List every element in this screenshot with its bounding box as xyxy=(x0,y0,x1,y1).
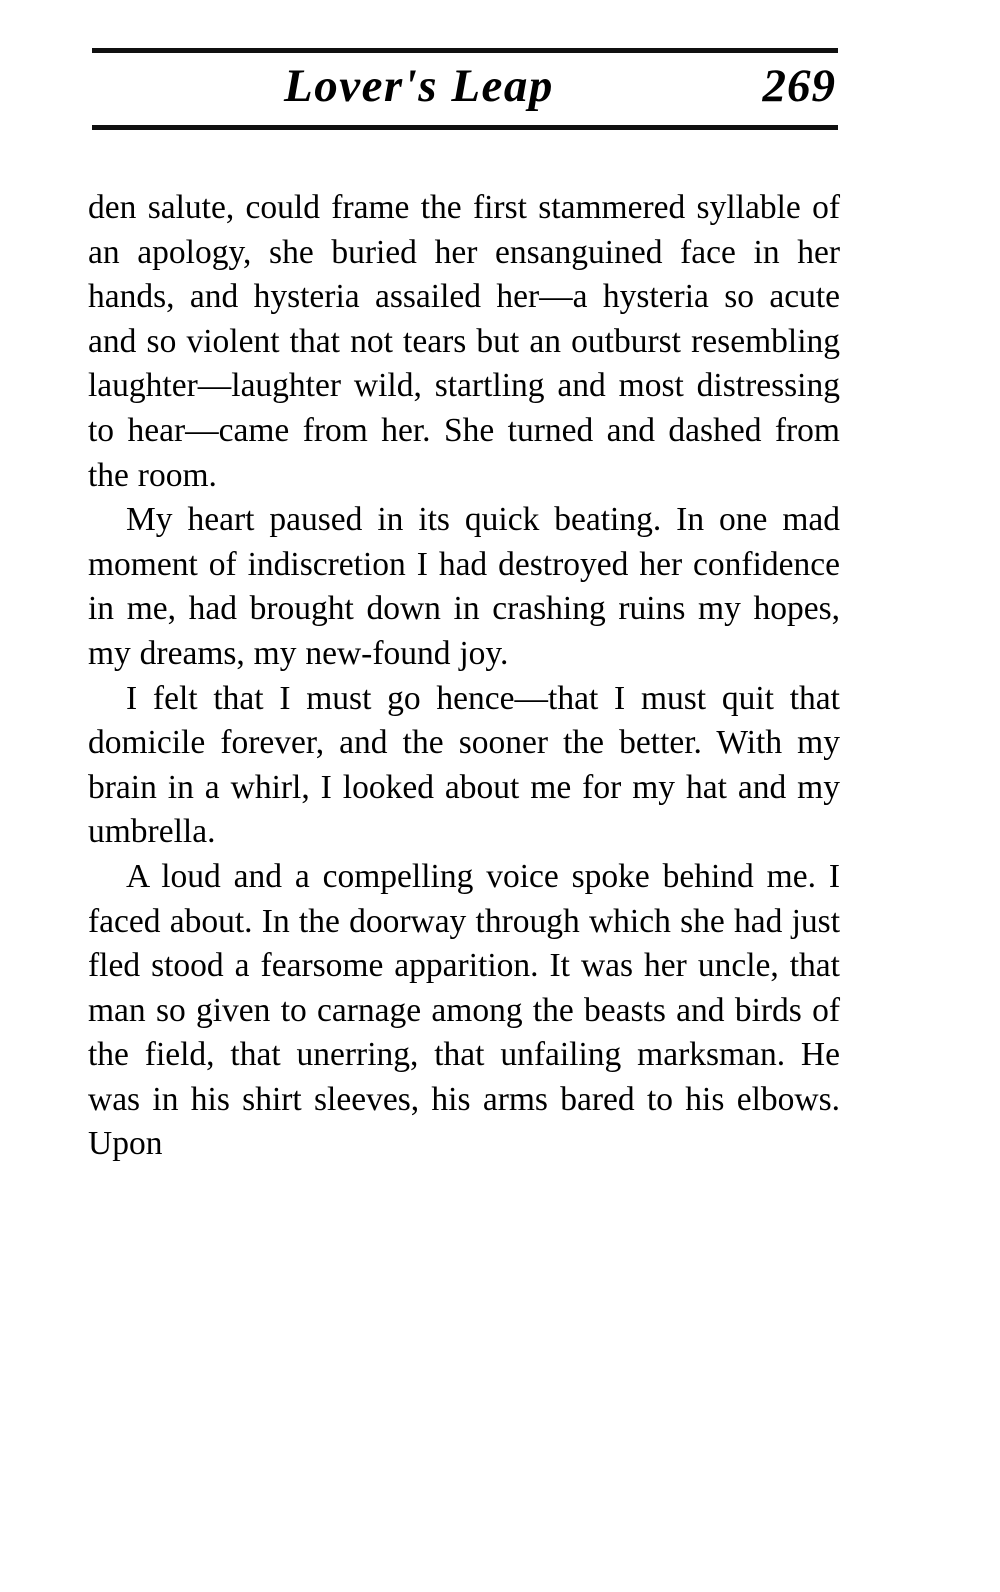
paragraph: My heart paused in its quick beating. In one mad moment of indiscretion I had destroyed her confidence in me, had brought down in crashing ruins my hopes, my dreams, my new-found joy. xyxy=(88,501,840,672)
header-rule-bottom xyxy=(92,125,838,130)
paragraph: den salute, could frame the first stammered syllable of an apology, she buried her ensanguined face in her hands, and hysteria assailed her—a hysteria so acute and so violent that not tears but an outburst resembling laughter—laughter wild, startling and most distressing to hear—came from her. She turned and dashed from the room. xyxy=(88,189,840,494)
body-text xyxy=(88,186,840,1167)
header-row xyxy=(92,53,838,123)
paragraph: A loud and a compelling voice spoke behind me. I faced about. In the doorway through which she had just fled stood a fearsome apparition. It was her uncle, that man so given to carnage among the beasts and birds of the field, that unerring, that unfailing marksman. He was in his shirt sleeves, his arms bared to his elbows. Upon xyxy=(88,857,840,1163)
running-title: Lover's Leap xyxy=(284,60,554,112)
page-header xyxy=(92,48,838,130)
page-number: 269 xyxy=(762,60,836,112)
paragraph: I felt that I must go hence—that I must quit that domicile forever, and the sooner the better. With my brain in a whirl, I looked about me for my hat and my umbrella. xyxy=(88,679,840,851)
